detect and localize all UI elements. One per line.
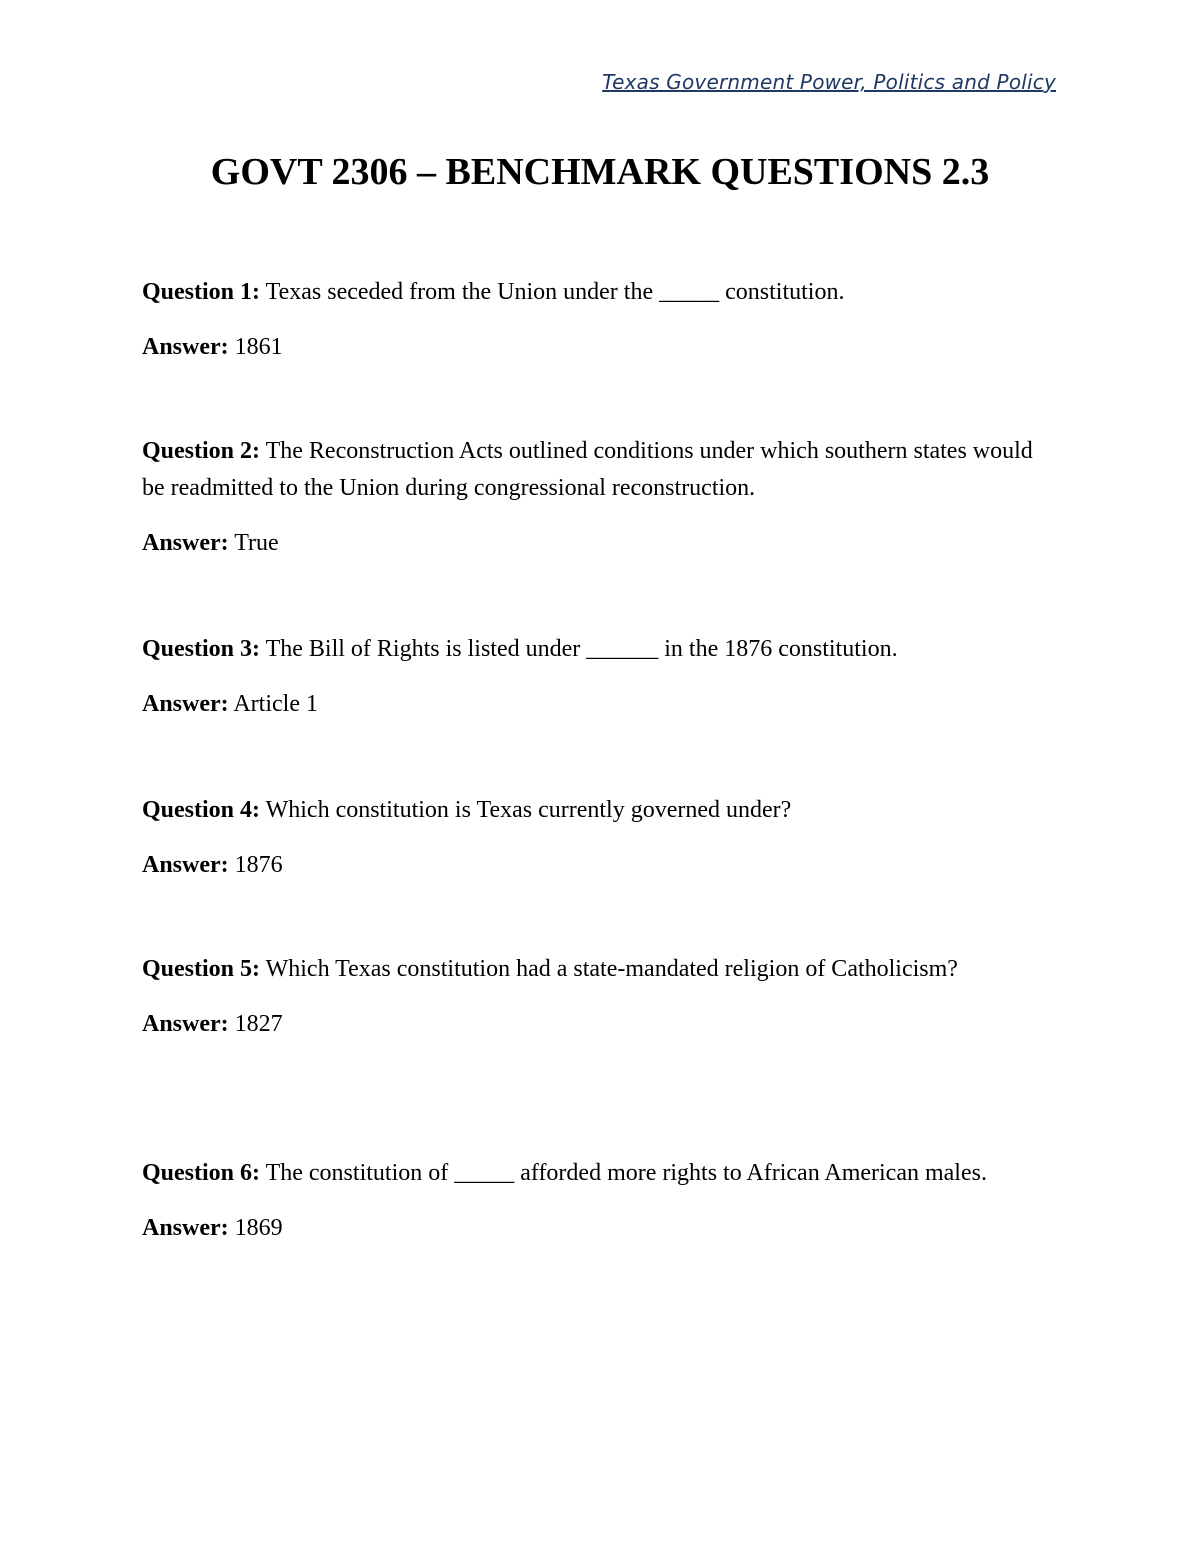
answer-1 (142, 329, 1042, 366)
question-text: The Reconstruction Acts outlined conditions under which southern states would be readmitted to the Union during congressional reconstruction. (142, 438, 1033, 501)
question-3 (142, 631, 1042, 668)
question-6 (142, 1155, 1042, 1192)
question-text: Texas seceded from the Union under the _____ constitution. (265, 279, 845, 305)
question-block-3 (142, 631, 1042, 723)
answer-label: Answer: (142, 1011, 229, 1037)
question-label: Question 4: (142, 797, 261, 823)
question-label: Question 1: (142, 279, 261, 305)
answer-5 (142, 1006, 1042, 1043)
question-2 (142, 433, 1042, 507)
question-block-4 (142, 792, 1042, 884)
question-label: Question 3: (142, 636, 261, 662)
question-text: The Bill of Rights is listed under ______ in the 1876 constitution. (265, 636, 898, 662)
document-title: GOVT 2306 – BENCHMARK QUESTIONS 2.3 (210, 151, 990, 193)
question-label: Question 2: (142, 438, 261, 464)
answer-text: True (234, 530, 279, 556)
answer-text: 1869 (234, 1215, 283, 1241)
question-block-1 (142, 274, 1042, 366)
question-block-5 (142, 951, 1042, 1043)
answer-6 (142, 1210, 1042, 1247)
answer-text: 1876 (234, 852, 283, 878)
answer-4 (142, 847, 1042, 884)
question-text: The constitution of _____ afforded more rights to African American males. (265, 1160, 987, 1186)
question-1 (142, 274, 1042, 311)
question-block-6 (142, 1155, 1042, 1247)
question-text: Which constitution is Texas currently governed under? (265, 797, 792, 823)
answer-label: Answer: (142, 1215, 229, 1241)
answer-label: Answer: (142, 334, 229, 360)
answer-text: Article 1 (233, 691, 318, 717)
answer-2 (142, 525, 1042, 562)
answer-label: Answer: (142, 691, 229, 717)
question-label: Question 6: (142, 1160, 261, 1186)
question-5 (142, 951, 1042, 988)
answer-3 (142, 686, 1042, 723)
answer-label: Answer: (142, 530, 229, 556)
question-label: Question 5: (142, 956, 261, 982)
question-text: Which Texas constitution had a state-mandated religion of Catholicism? (265, 956, 958, 982)
question-4 (142, 792, 1042, 829)
question-block-2 (142, 433, 1042, 562)
answer-label: Answer: (142, 852, 229, 878)
running-header: Texas Government Power, Politics and Policy (602, 70, 1056, 94)
answer-text: 1827 (234, 1011, 283, 1037)
answer-text: 1861 (234, 334, 283, 360)
